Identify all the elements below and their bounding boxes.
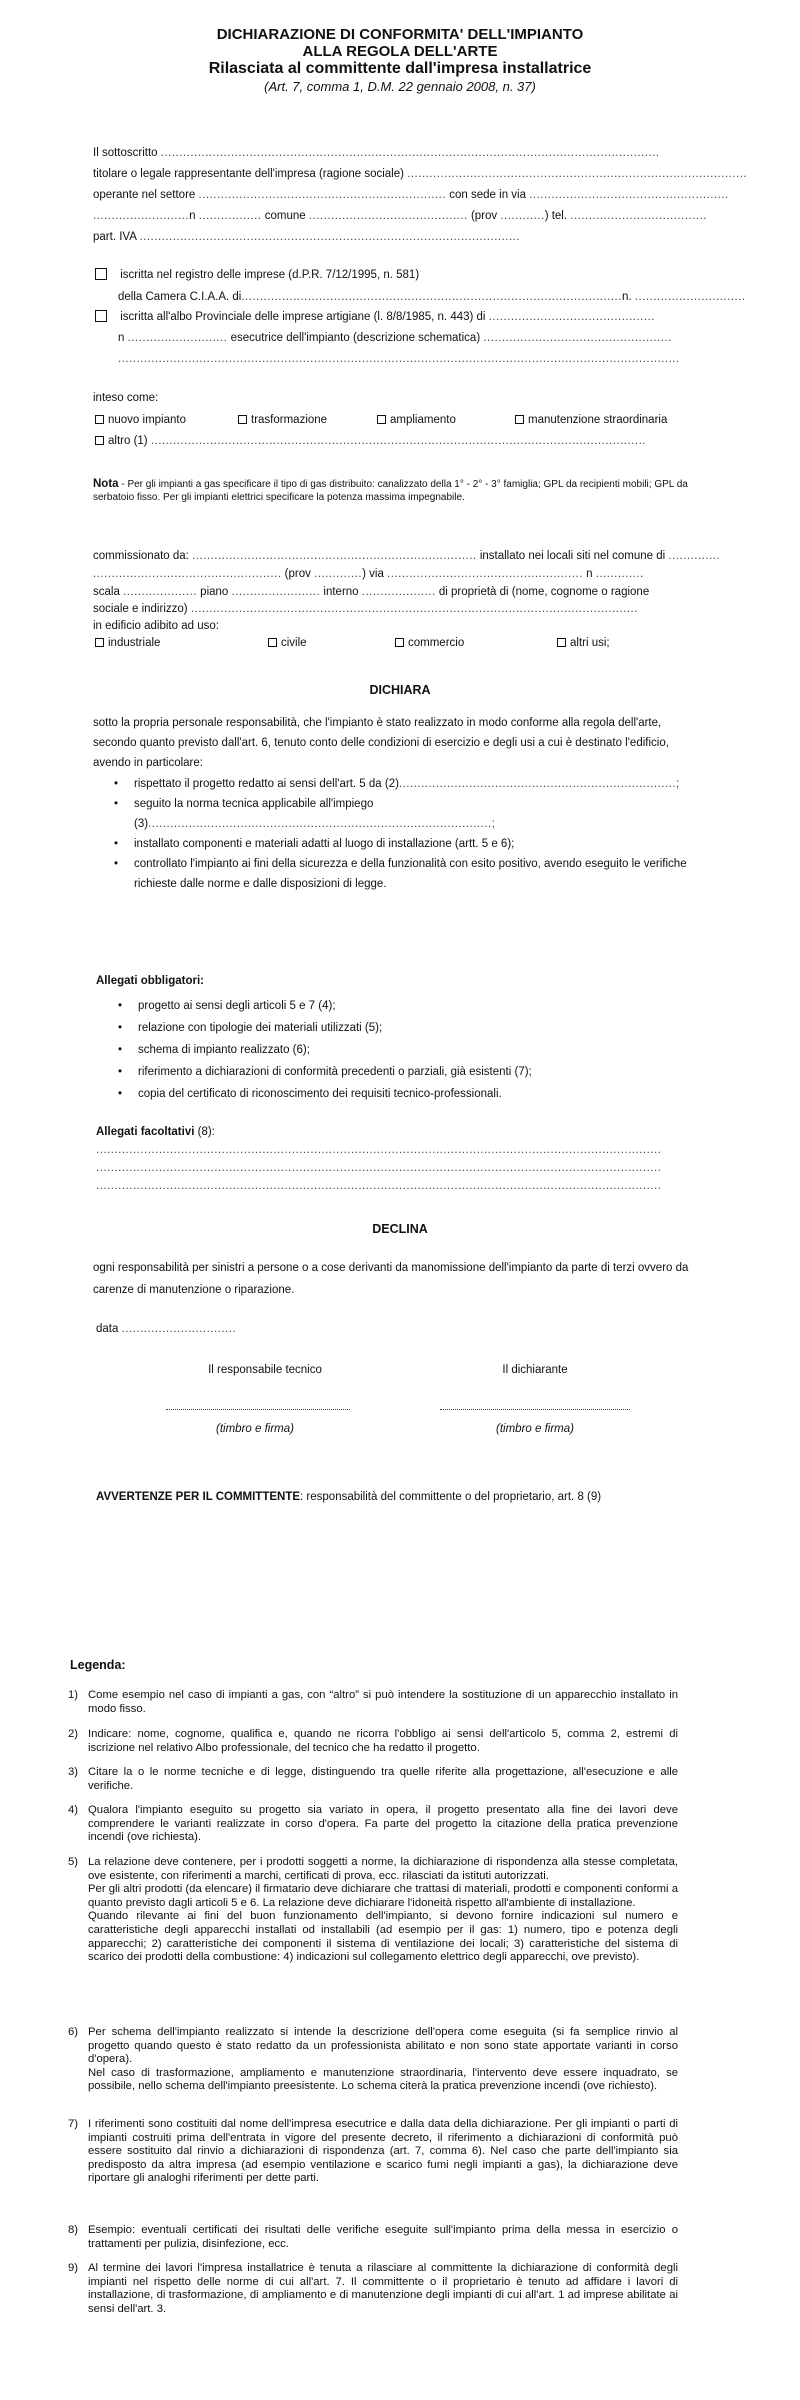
checkbox-registro[interactable]	[95, 268, 107, 280]
dichiara-item: • installato componenti e materiali adatti al luogo di installazione (artt. 5 e 6);	[114, 838, 515, 850]
option-registro-imprese[interactable]: iscritta nel registro delle imprese (d.P.R. 7/12/1995, n. 581)	[95, 268, 419, 282]
field-sottoscritto[interactable]: Il sottoscritto .......................................................................................................................................	[93, 147, 660, 159]
checkbox-altro[interactable]	[95, 436, 104, 445]
declina-heading: DECLINA	[372, 1222, 428, 1236]
legenda-item-4: 4) Qualora l'impianto eseguito su progetto sia variato in opera, il progetto presentato alla fine dei lavori deve comprendere le varianti realizzate in corso d'opera. Fa parte del progetto la citazione della pratica prevenzione incendi (ove richiesta).	[68, 1804, 678, 1844]
firma-dichiarante-line[interactable]	[440, 1408, 630, 1410]
option-trasformazione[interactable]: trasformazione	[238, 413, 327, 427]
dichiara-item: • controllato l'impianto ai fini della sicurezza e della funzionalità con esito positivo, avendo eseguito le verifiche richieste dalle norme e dalle disposizioni di legge.	[114, 858, 687, 890]
legenda-item-8: 8) Esempio: eventuali certificati dei risultati delle verifiche eseguite sull'impianto prima della messa in esercizio o trattamenti per pulizia, disinfezione, ecc.	[68, 2224, 678, 2250]
checkbox-ampliamento[interactable]	[377, 415, 386, 424]
edificio-uso-label: in edificio adibito ad uso:	[93, 620, 219, 632]
responsabile-tecnico-label: Il responsabile tecnico	[208, 1364, 322, 1376]
inteso-come-label: inteso come:	[93, 392, 159, 404]
field-partita-iva[interactable]: part. IVA .......................................................................................................	[93, 231, 521, 243]
option-commercio[interactable]: commercio	[395, 636, 464, 650]
legenda-item-9: 9) Al termine dei lavori l'impresa installatrice è tenuta a rilasciare al committente la dichiarazione di conformità degli impianti nel rispetto delle norme di cui all'art. 7. Il committente o il proprietario è tenuto ad affidare i lavori di installazione, di trasformazione, di ampliamento e di manutenzione degli impianti di cui all'art. 1 ad imprese abilitate ai sensi dell'art. 3.	[68, 2262, 678, 2315]
field-descrizione[interactable]: ........................................................................................................................................................	[118, 353, 680, 365]
firma-responsabile-line[interactable]	[166, 1408, 350, 1410]
avvertenze: AVVERTENZE PER IL COMMITTENTE: responsabilità del committente o del proprietario, art. 8 (9)	[96, 1491, 602, 1503]
checkbox-civile[interactable]	[268, 638, 277, 647]
dichiarante-label: Il dichiarante	[502, 1364, 568, 1376]
legenda-item-5: 5) La relazione deve contenere, per i prodotti soggetti a norme, la dichiarazione di rispondenza alla stesse completata, ove esistente, con riferimenti a marchi, certificati di prova, ecc. rilasciati da istituti autorizzati. Per gli altri prodotti (da elencare) il firmatario deve dichiarare che trattasi di materiali, prodotti e componenti conformi a quanto previsto dagli articoli 5 e 6. La relazione deve dichiarare l'idoneità rispetto all'ambiente di installazione. Quando rilevante ai fini del buon funzionamento dell'impianto, si devono fornire indicazioni sul numero e caratteristiche degli apparecchi installati od installabili (ad esempio per il gas: 1) numero, tipo e potenza degli apparecchi; 2) caratteristiche dei componenti il sistema di ventilazione dei locali; 3) caratteristiche del sistema di scarico dei prodotti della combustione: 4) indicazioni sul collegamento elettrico degli apparecchi, ove previsto).	[68, 1856, 678, 1964]
declina-text: ogni responsabilità per sinistri a persone o a cose derivanti da manomissione dell'impianto da parte di terzi ovvero da carenze di manutenzione o riparazione.	[93, 1262, 689, 1296]
allegati-facoltativi-heading: Allegati facoltativi (8):	[96, 1126, 215, 1138]
subtitle: Rilasciata al committente dall'impresa installatrice	[208, 60, 592, 77]
field-scala-piano[interactable]: scala .................... piano ........................ interno .................... di proprietà di (nome, cognome o ragione	[93, 586, 650, 598]
allegato-item: • relazione con tipologie dei materiali utilizzati (5);	[118, 1022, 383, 1034]
allegati-facoltativi-line[interactable]: .........................................................................................................................................................	[96, 1162, 662, 1174]
option-industriale[interactable]: industriale	[95, 636, 160, 650]
dichiara-intro: sotto la propria personale responsabilità, che l'impianto è stato realizzato in modo conforme alla regola dell'arte, secondo quanto previsto dall'art. 6, tenuto conto delle condizioni di esercizio e degli usi a cui è destinato l'edificio, avendo in particolare:	[93, 717, 669, 769]
legal-reference: (Art. 7, comma 1, D.M. 22 gennaio 2008, n. 37)	[264, 79, 536, 94]
dichiara-heading: DICHIARA	[369, 683, 431, 697]
field-commissionato[interactable]: commissionato da: ............................................................................. installato nei locali siti nel comune di ..............	[93, 550, 721, 562]
title-line-1: DICHIARAZIONE DI CONFORMITA' DELL'IMPIANTO	[216, 26, 584, 43]
allegato-item: • riferimento a dichiarazioni di conformità precedenti o parziali, già esistenti (7);	[118, 1066, 532, 1078]
field-settore-sede[interactable]: operante nel settore ................................................................... con sede in via ......................................................	[93, 189, 729, 201]
timbro-firma-2: (timbro e firma)	[496, 1423, 574, 1435]
allegati-facoltativi-line[interactable]: .........................................................................................................................................................	[96, 1180, 662, 1192]
allegato-item: • progetto ai sensi degli articoli 5 e 7 (4);	[118, 1000, 336, 1012]
option-civile[interactable]: civile	[268, 636, 307, 650]
title-line-2: ALLA REGOLA DELL'ARTE	[302, 43, 498, 60]
checkbox-industriale[interactable]	[95, 638, 104, 647]
field-prov-via[interactable]: ................................................... (prov .............) via ..................................................... n .............	[93, 568, 644, 580]
legenda-heading: Legenda:	[70, 1658, 126, 1672]
field-esecutrice[interactable]: n ........................... esecutrice dell'impianto (descrizione schematica) ...................................................	[118, 332, 672, 344]
field-camera-ciaa[interactable]: della Camera C.I.A.A. di.......................................................................................................n. ..............................	[118, 291, 746, 303]
option-altro[interactable]: altro (1) ......................................................................................................................................	[95, 434, 646, 448]
field-ragione-sociale[interactable]: titolare o legale rappresentante dell'impresa (ragione sociale) ............................................................................................	[93, 168, 748, 180]
option-nuovo-impianto[interactable]: nuovo impianto	[95, 413, 186, 427]
legenda-item-6: 6) Per schema dell'impianto realizzato si intende la descrizione dell'opera come eseguita (si fa semplice rinvio al progetto quando questo è stato redatto da un professionista abilitato e non sono state apportate varianti in corso d'opera). Nel caso di trasformazione, ampliamento e manutenzione straordinaria, l'intervento deve essere inquadrato, se possibile, nello schema dell'impianto preesistente. Lo schema citerà la pratica prevenzione incendi (ove richiesto).	[68, 2026, 678, 2093]
option-ampliamento[interactable]: ampliamento	[377, 413, 456, 427]
timbro-firma-1: (timbro e firma)	[216, 1423, 294, 1435]
allegati-facoltativi-line[interactable]: .........................................................................................................................................................	[96, 1144, 662, 1156]
legenda-item-2: 2) Indicare: nome, cognome, qualifica e, quando ne ricorra l'obbligo ai sensi dell'articolo 5, comma 2, estremi di iscrizione nel relativo Albo professionale, del tecnico che ha redatto il progetto.	[68, 1728, 678, 1754]
dichiara-item: • rispettato il progetto redatto ai sensi dell'art. 5 da (2)...........................................................................;	[114, 778, 680, 790]
checkbox-altri-usi[interactable]	[557, 638, 566, 647]
option-albo-artigiane[interactable]: iscritta all'albo Provinciale delle imprese artigiane (l. 8/8/1985, n. 443) di .............................................	[95, 310, 655, 324]
option-manutenzione[interactable]: manutenzione straordinaria	[515, 413, 667, 427]
field-comune-tel[interactable]: ..........................n ................. comune ........................................... (prov ............) tel. .....................................	[93, 210, 707, 222]
allegato-item: • copia del certificato di riconoscimento dei requisiti tecnico-professionali.	[118, 1088, 502, 1100]
dichiara-item: • seguito la norma tecnica applicabile all'impiego (3).............................................................................................;	[114, 798, 496, 830]
allegati-list	[118, 995, 698, 1105]
nota: Nota - Per gli impianti a gas specificare il tipo di gas distribuito: canalizzato della 1° - 2° - 3° famiglia; GPL da recipienti mobili; GPL da serbatoio fisso. Per gli impianti elettrici specificare la potenza massima impegnabile.	[93, 478, 688, 503]
checkbox-commercio[interactable]	[395, 638, 404, 647]
legenda-item-1: 1) Come esempio nel caso di impianti a gas, con “altro” si può intendere la sostituzione di un apparecchio installato in modo fisso.	[68, 1689, 678, 1715]
legenda-item-7: 7) I riferimenti sono costituiti dal nome dell'impresa esecutrice e dalla data della dichiarazione. Per gli impianti o parti di impianti costruiti prima dell'entrata in vigore del presente decreto, il riferimento a dichiarazioni di conformità può essere sostituito dal rinvio a dichiarazioni di rispondenza (art. 7, comma 6). Nel caso che parte dell'impianto sia predisposto da altra impresa (ad esempio ventilazione e scarico fumi negli impianti a gas), la dichiarazione deve riportare gli analoghi riferimenti per dette parti.	[68, 2118, 678, 2185]
legenda-item-3: 3) Citare la o le norme tecniche e di legge, distinguendo tra quelle riferite alla progettazione, all'esecuzione e alle verifiche.	[68, 1766, 678, 1792]
checkbox-albo[interactable]	[95, 310, 107, 322]
option-altri-usi[interactable]: altri usi;	[557, 636, 610, 650]
allegati-obbligatori-heading: Allegati obbligatori:	[96, 975, 204, 987]
dichiara-list	[114, 774, 708, 894]
checkbox-trasformazione[interactable]	[238, 415, 247, 424]
field-sociale-indirizzo[interactable]: sociale e indirizzo) .........................................................................................................................	[93, 603, 638, 615]
allegato-item: • schema di impianto realizzato (6);	[118, 1044, 310, 1056]
checkbox-nuovo[interactable]	[95, 415, 104, 424]
checkbox-manutenzione[interactable]	[515, 415, 524, 424]
field-data[interactable]: data ...............................	[96, 1323, 237, 1335]
